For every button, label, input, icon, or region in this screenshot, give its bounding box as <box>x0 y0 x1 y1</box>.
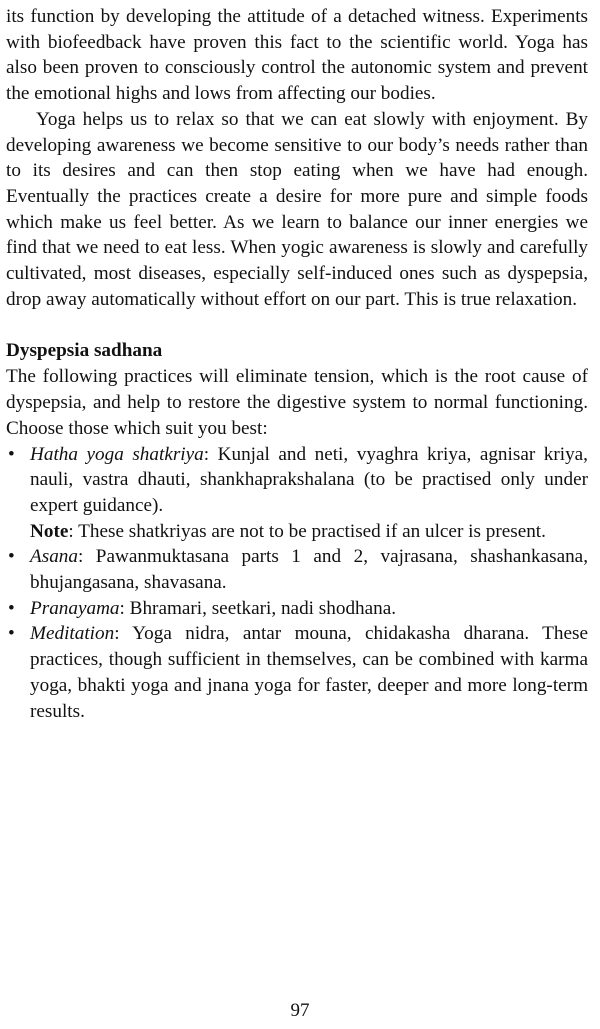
item-term: Pranayama <box>30 597 120 619</box>
bullet-icon: • <box>8 443 15 465</box>
practice-list <box>6 442 588 725</box>
note-label: Note <box>30 520 69 542</box>
list-item-pranayama <box>6 596 588 622</box>
item-note <box>30 519 588 545</box>
bullet-icon: • <box>8 623 15 645</box>
item-term: Asana <box>30 546 78 568</box>
item-text: : Bhramari, seetkari, nadi shodhana. <box>119 597 397 619</box>
item-text: : Kunjal and neti, vyaghra kriya, agnisar kriya, nauli, vastra dhauti, shankhaprakshalana (to be practised only under expert guidance). <box>30 443 588 516</box>
bullet-icon: • <box>8 597 15 619</box>
item-text: : Pawanmuktasana parts 1 and 2, vajrasana, shashankasana, bhujangasana, shavasana. <box>30 546 588 594</box>
list-item-meditation <box>6 621 588 724</box>
section-gap <box>6 312 588 338</box>
bullet-icon: • <box>8 546 15 568</box>
section-heading: Dyspepsia sadhana <box>6 340 163 362</box>
note-text: : These shatkriyas are not to be practised if an ulcer is present. <box>68 520 546 542</box>
list-item-hatha-yoga <box>6 442 588 545</box>
list-item-asana <box>6 544 588 595</box>
page-number: 97 <box>290 1000 310 1021</box>
body-paragraph-2: Yoga helps us to relax so that we can eat slowly with enjoyment. By developing awareness we become sensitive to our body’s needs rather than to its desires and can then stop eating when we have had enough. Eventually the practices create a desire for more pure and simple foods which make us feel better. As we learn to balance our inner energies we find that we need to eat less. When yogic awareness is slowly and carefully cultivated, most diseases, especially self-induced ones such as dyspepsia, drop away automatically without effort on our part. This is true relaxation. <box>6 108 588 310</box>
item-term: Meditation <box>30 623 115 645</box>
section-intro: The following practices will eliminate tension, which is the root cause of dyspepsia, and help to restore the digestive system to normal functioning. Choose those which suit you best: <box>6 366 588 439</box>
item-text: : Yoga nidra, antar mouna, chidakasha dharana. These practices, though sufficient in themselves, can be combined with karma yoga, bhakti yoga and jnana yoga for faster, deeper and more long-term results. <box>30 623 588 722</box>
body-paragraph-1: its function by developing the attitude of a detached witness. Experiments with biofeedback have proven this fact to the scientific world. Yoga has also been proven to consciously control the autonomic system and prevent the emotional highs and lows from affecting our bodies. <box>6 6 588 105</box>
item-term: Hatha yoga shatkriya <box>30 443 204 465</box>
